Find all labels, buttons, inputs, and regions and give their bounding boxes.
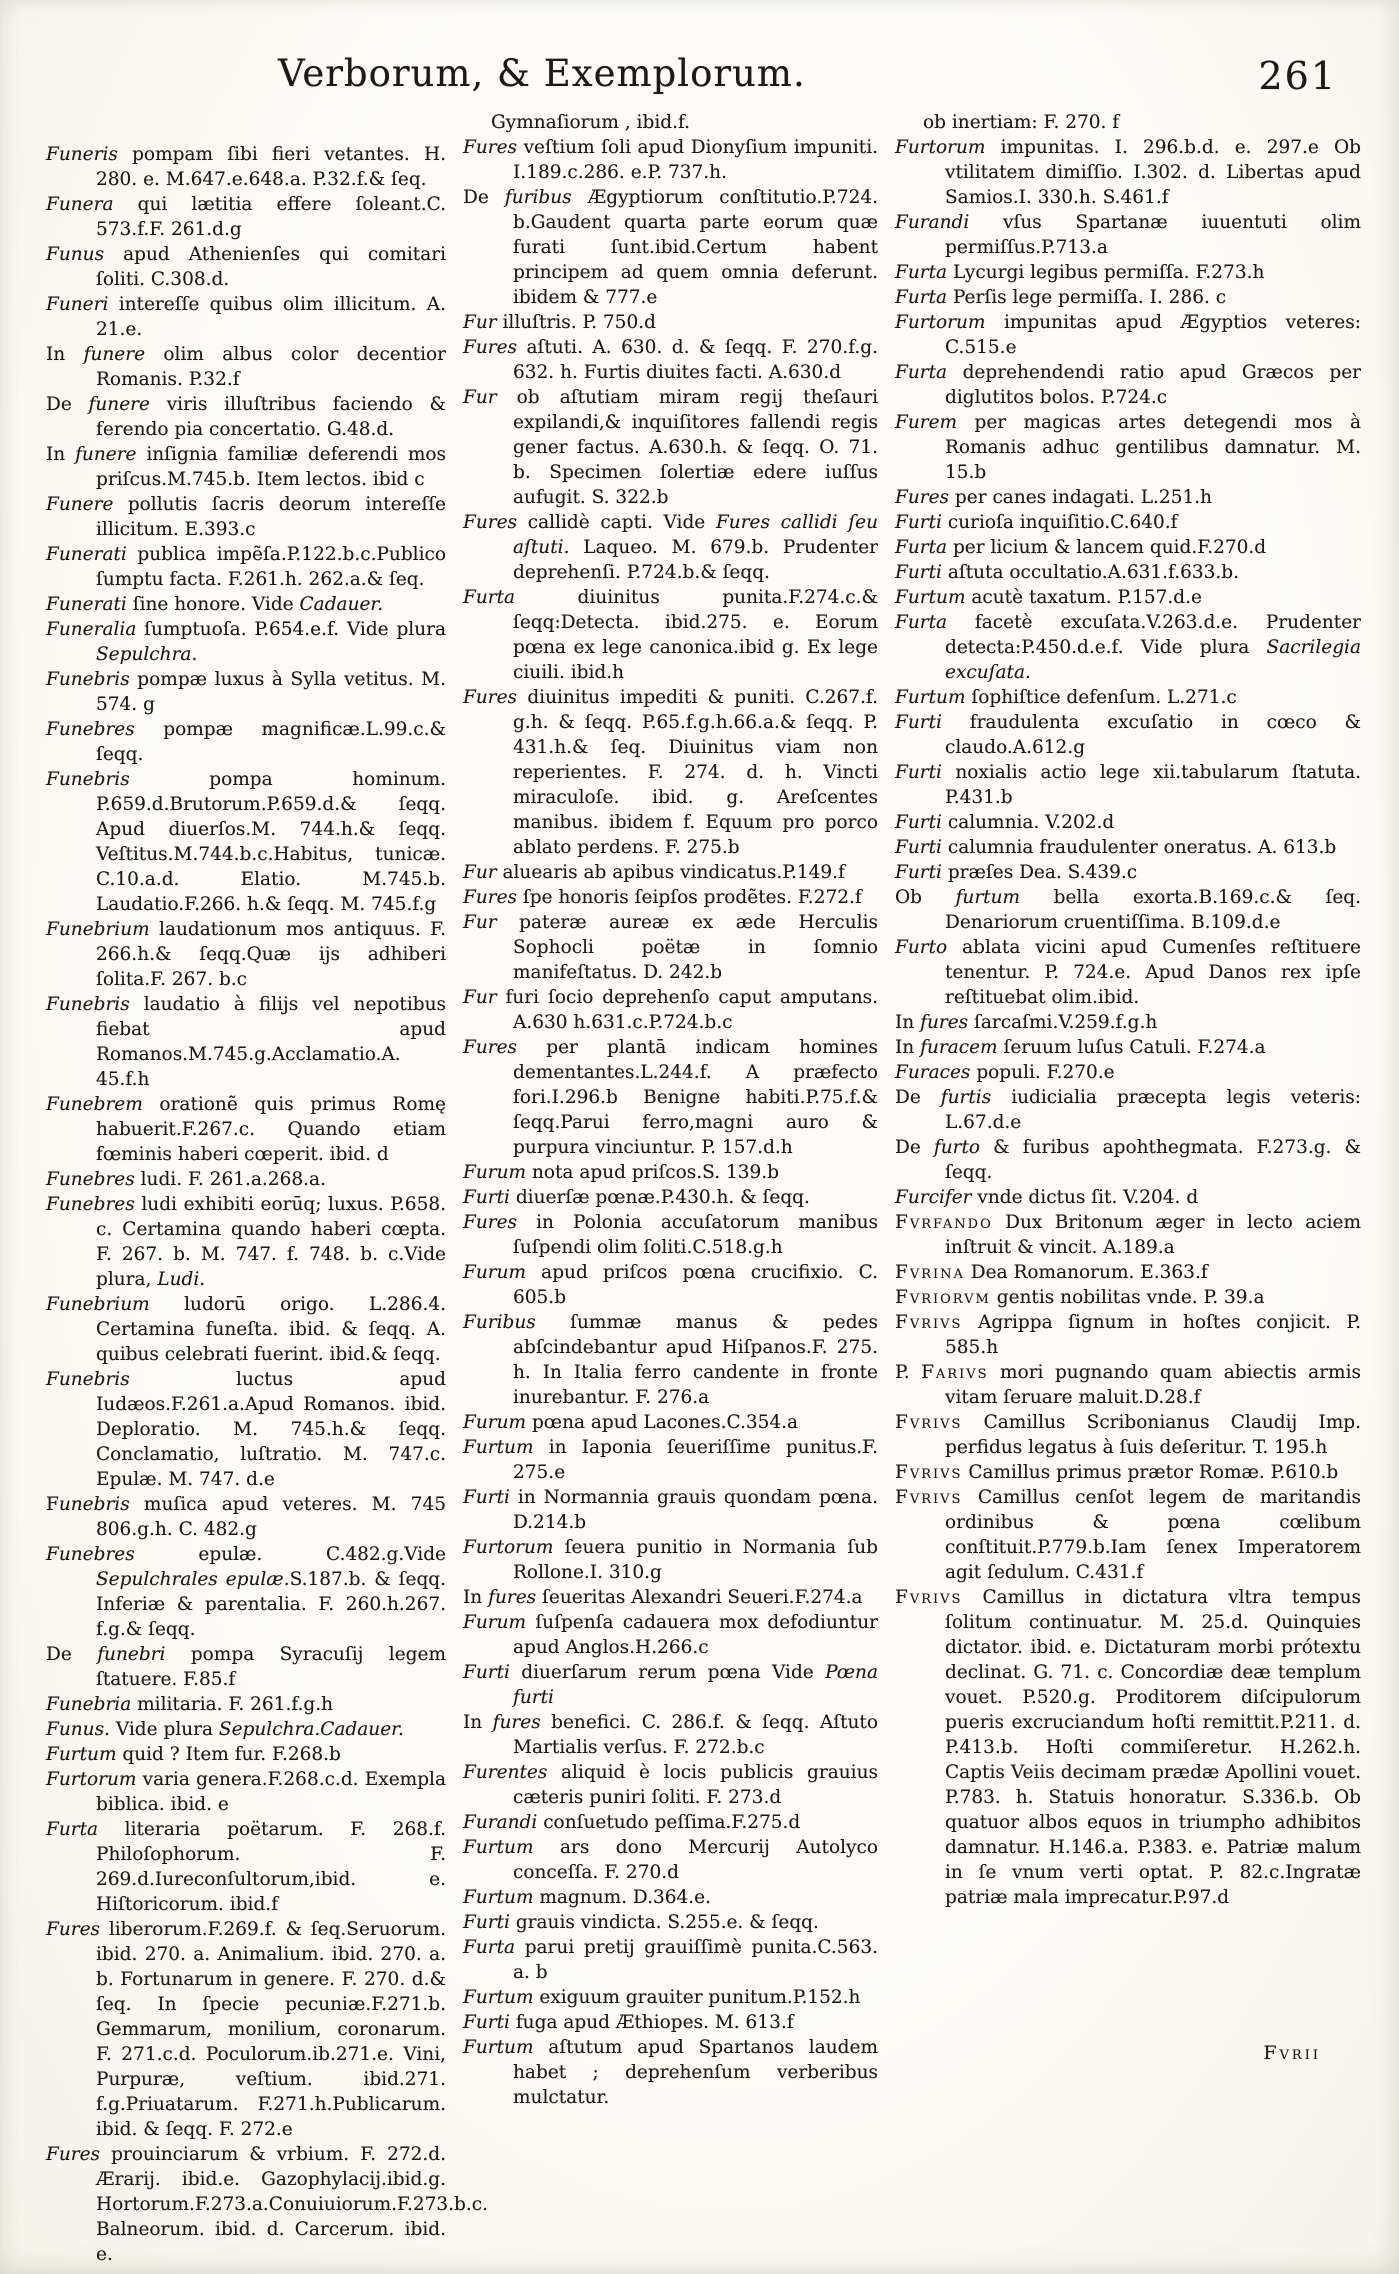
index-entry: Furti calumnia fraudulenter oneratus. A. 613.b <box>895 837 1337 858</box>
index-entry: Furti diuerſarum rerum pœna Vide Pœna furti <box>463 1662 878 1708</box>
index-entry: Funebris luctus apud Iudæos.F.261.a.Apud Romanos. ibid. Deploratio. M. 745.h.& ſeqq. Conclamatio, luſtratio. M. 747.c. Epulæ. M. 747. d.e <box>46 1369 446 1490</box>
index-entry: In furacem ſeruum luſus Catuli. F.274.a <box>895 1037 1266 1058</box>
index-entry: De funere viris illuſtribus faciendo & ferendo pia concertatio. G.48.d. <box>46 394 446 440</box>
page-title: Verborum, & Exemplorum. <box>278 52 806 95</box>
index-entry: Fvrina Dea Romanorum. E.363.f <box>895 1262 1208 1283</box>
index-entry: Furandi conſuetudo peſſima.F.275.d <box>463 1812 801 1833</box>
index-entry: Furum nota apud priſcos.S. 139.b <box>463 1162 779 1183</box>
index-entry: Furtum aſtutum apud Spartanos laudem habet ; deprehenſum verberibus mulctatur. <box>463 2037 878 2108</box>
index-entry: Furtorum varia genera.F.268.c.d. Exempla biblica. ibid. e <box>46 1769 446 1815</box>
index-entry: In fures ſarcaſmi.V.259.f.g.h <box>895 1012 1158 1033</box>
index-entry: Funebrium laudationum mos antiquus. F. 266.h.& ſeqq.Quæ ijs adhiberi ſolita.F. 267. b.c <box>46 919 446 990</box>
index-entry: Furtum in Iaponia ſeueriſſime punitus.F. 275.e <box>463 1437 878 1483</box>
index-entry: Funebrium ludorū origo. L.286.4. Certamina funeſta. ibid. & ſeqq. A. quibus celebrati fuerint. ibid.& ſeqq. <box>46 1294 446 1365</box>
index-entry: Fures per canes indagati. L.251.h <box>895 487 1213 508</box>
index-entry: Gymnaſiorum , ibid.f. <box>491 112 691 133</box>
index-entry: Funebris laudatio à filijs vel nepotibus fiebat apud Romanos.M.745.g.Acclamatio.A. 45.f.h <box>46 994 446 1090</box>
index-entry: Funebria militaria. F. 261.f.g.h <box>46 1694 334 1715</box>
index-entry: In funere olim albus color decentior Romanis. P.32.f <box>46 344 446 390</box>
index-entry: Fvriorvm gentis nobilitas vnde. P. 39.a <box>895 1287 1265 1308</box>
index-entry: Fures ſpe honoris ſeipſos prodẽtes. F.272.f <box>463 887 862 908</box>
index-entry: Ob furtum bella exorta.B.169.c.& ſeq. Denariorum cruentiſſima. B.109.d.e <box>895 887 1362 933</box>
index-entry: Furta Perſis lege permiſſa. I. 286. c <box>895 287 1227 308</box>
index-entry: Furta diuinitus punita.F.274.c.& ſeqq:Detecta. ibid.275. e. Eorum pœna ex lege canonica.ibid g. Ex lege ciuili. ibid.h <box>463 587 878 683</box>
index-entry: Furtum acutè taxatum. P.157.d.e <box>895 587 1202 608</box>
index-entry: Fur ob aſtutiam miram regij theſauri expilandi,& inquiſitores fallendi regis gener factus. A.630.h. & ſeqq. O. 71. b. Specimen ſolertiæ edere iuſſus aufugit. S. 322.b <box>463 387 878 508</box>
index-entry: Furandi vſus Spartanæ iuuentuti olim permiſſus.P.713.a <box>895 212 1361 258</box>
index-entry: Funus. Vide plura Sepulchra.Cadauer. <box>46 1719 404 1740</box>
index-entry: Fures liberorum.F.269.f. & ſeq.Seruorum. ibid. 270. a. Animalium. ibid. 270. a. b. Fortunarum in genere. F. 270. d.& ſeq. In ſpecie pecuniæ.F.271.b. Gemmarum, monilium, coronarum. F. 271.c.d. Poculorum.ib.271.e. Vini, Purpuræ, veſtium. ibid.271. f.g.Priuatarum. F.271.h.Publicarum. ibid. & ſeqq. F. 272.e <box>46 1919 446 2140</box>
index-entry: ob inertiam: F. 270. f <box>923 112 1120 133</box>
index-entry: Furta Lycurgi legibus permiſſa. F.273.h <box>895 262 1265 283</box>
page-number: 261 <box>1258 54 1337 98</box>
index-entry: Funeralia ſumptuoſa. P.654.e.f. Vide plura Sepulchra. <box>46 619 446 665</box>
index-columns <box>46 110 1361 2267</box>
index-entry: Furcifer vnde dictus ſit. V.204. d <box>895 1187 1199 1208</box>
index-entry: Fur aluearis ab apibus vindicatus.P.149.f <box>463 862 845 883</box>
index-entry: Furti præſes Dea. S.439.c <box>895 862 1138 883</box>
index-entry: Furto ablata vicini apud Cumenſes reſtituere tenentur. P. 724.e. Apud Danos rex ipſe reſtituebat olim.ibid. <box>895 937 1361 1008</box>
column-middle <box>463 110 878 2267</box>
index-entry: Fures aſtuti. A. 630. d. & ſeqq. F. 270.f.g. 632. h. Furtis diuites facti. A.630.d <box>463 337 878 383</box>
index-entry: Fures prouinciarum & vrbium. F. 272.d. Ærarij. ibid.e. Gazophylacij.ibid.g. Hortorum.F.273.a.Conuiuiorum.F.273.b.c. Balneorum. ibid. d. Carcerum. ibid. e. <box>46 2144 488 2265</box>
index-entry: In fures benefici. C. 286.f. & ſeqq. Aſtuto Martialis verſus. F. 272.b.c <box>463 1712 879 1758</box>
index-entry: Funebris pompa hominum. P.659.d.Brutorum.P.659.d.& ſeqq. Apud diuerſos.M. 744.h.& ſeqq. Veſtitus.M.744.b.c.Habitus, tunicæ. C.10.a.d. Elatio. M.745.b. Laudatio.F.266. h.& ſeqq. M. 745.f.g <box>46 769 446 915</box>
index-entry: Funebres ludi exhibiti eorūq; luxus. P.658. c. Certamina quando haberi cœpta. F. 267. b. M. 747. f. 748. b. c.Vide plura, Ludi. <box>46 1194 446 1290</box>
index-entry: Fvrfando Dux Britonum æger in lecto aciem inſtruit & vincit. A.189.a <box>895 1212 1361 1258</box>
index-entry: Furta literaria poëtarum. F. 268.f. Philoſophorum. F. 269.d.Iureconſultorum,ibid. e. Hiſtoricorum. ibid.f <box>46 1819 446 1915</box>
index-entry: Funebris muſica apud veteres. M. 745 806.g.h. C. 482.g <box>46 1494 446 1540</box>
index-entry: Fures callidè capti. Vide Fures callidi ſeu aſtuti. Laqueo. M. 679.b. Prudenter deprehenſi. P.724.b.& ſeqq. <box>463 512 878 583</box>
index-entry: Furta parui pretij grauiſſimè punita.C.563. a. b <box>463 1937 878 1983</box>
index-entry: Furti fraudulenta excuſatio in cœco & claudo.A.612.g <box>895 712 1361 758</box>
index-entry: In funere inſignia familiæ deferendi mos priſcus.M.745.b. Item lectos. ibid c <box>46 444 446 490</box>
index-entry: Furtorum impunitas. I. 296.b.d. e. 297.e Ob vtilitatem dimiſſio. I.302. d. Libertas apud Samios.I. 330.h. S.461.f <box>895 137 1361 208</box>
catchword: Fvrii <box>1263 2042 1321 2064</box>
index-entry: Fures diuinitus impediti & puniti. C.267.f. g.h. & ſeqq. P.65.f.g.h.66.a.& ſeqq. P. 431.h.& ſeq. Diuinitus viam non reperientes. F. 274. d. h. Vincti miraculoſe. ibid. g. Areſcentes manibus. ibidem f. Equum pro porco ablato perdens. F. 275.b <box>463 687 878 858</box>
index-entry: De furto & furibus apohthegmata. F.273.g. & ſeqq. <box>895 1137 1362 1183</box>
index-entry: Furti in Normannia grauis quondam pœna. D.214.b <box>463 1487 878 1533</box>
index-entry: Furtorum ſeuera punitio in Normania ſub Rollone.I. 310.g <box>463 1537 878 1583</box>
index-entry: Furti diuerſæ pœnæ.P.430.h. & ſeqq. <box>463 1187 810 1208</box>
index-entry: Funebres ludi. F. 261.a.268.a. <box>46 1169 326 1190</box>
index-entry: Furtum ars dono Mercurij Autolyco conceſſa. F. 270.d <box>463 1837 878 1883</box>
index-entry: Furtorum impunitas apud Ægyptios veteres: C.515.e <box>895 312 1361 358</box>
index-entry: Furum apud priſcos pœna crucifixio. C. 605.b <box>463 1262 878 1308</box>
index-entry: Funebres epulæ. C.482.g.Vide Sepulchrales epulæ.S.187.b. & ſeqq. Inferiæ & parentalia. F. 260.h.267. f.g.& ſeqq. <box>46 1544 447 1640</box>
index-entry: Fur pateræ aureæ ex æde Herculis Sophocli poëtæ in ſomnio manifeſtatus. D. 242.b <box>463 912 878 983</box>
index-entry: Furtum ſophiſtice defenſum. L.271.c <box>895 687 1237 708</box>
index-entry: Funere pollutis ſacris deorum intereſſe illicitum. E.393.c <box>46 494 446 540</box>
index-entry: Fvrivs Camillus cenſot legem de maritandis ordinibus & pœna cœlibum conſtituit.P.779.b.Iam ſenex Imperatorem agit ſedulum. C.431.f <box>895 1487 1361 1583</box>
index-entry: Funerati publica impẽſa.P.122.b.c.Publico ſumptu facta. F.261.h. 262.a.& ſeq. <box>46 544 446 590</box>
index-entry: Fures in Polonia accuſatorum manibus ſuſpendi olim ſoliti.C.518.g.h <box>463 1212 878 1258</box>
index-entry: Fvrivs Agrippa ſignum in hoſtes conjicit. P. 585.h <box>895 1312 1361 1358</box>
index-entry: Furti aſtuta occultatio.A.631.f.633.b. <box>895 562 1240 583</box>
index-entry: Furta facetè excuſata.V.263.d.e. Prudenter detecta:P.450.d.e.f. Vide plura Sacrilegia excuſata. <box>895 612 1361 683</box>
column-left <box>46 110 488 2267</box>
index-entry: Fures per plantā indicam homines dementantes.L.244.f. A præfecto fori.I.296.b Benigne habiti.P.75.f.& ſeqq.Parui ferro,magni auro & purpura vinciuntur. P. 157.d.h <box>463 1037 878 1158</box>
index-entry: Furtum exiguum grauiter punitum.P.152.h <box>463 1987 861 2008</box>
index-entry: Furti grauis vindicta. S.255.e. & ſeqq. <box>463 1912 819 1933</box>
index-entry: Funera qui lætitia effere ſoleant.C. 573.f.F. 261.d.g <box>46 194 446 240</box>
index-entry: Funeris pompam ſibi fieri vetantes. H. 280. e. M.647.e.648.a. P.32.f.& ſeq. <box>46 144 446 190</box>
index-entry: De funebri pompa Syracuſij legem ſtatuere. F.85.f <box>46 1644 446 1690</box>
index-entry: Fures veſtium ſoli apud Dionyſium impuniti. I.189.c.286. e.P. 737.h. <box>463 137 878 183</box>
index-entry: Furti curioſa inquiſitio.C.640.f <box>895 512 1178 533</box>
index-entry: Furti calumnia. V.202.d <box>895 812 1115 833</box>
index-entry: Furentes aliquid è locis publicis grauius cæteris puniri ſoliti. F. 273.d <box>463 1762 878 1808</box>
column-right <box>895 110 1361 2267</box>
index-entry: In fures ſeueritas Alexandri Seueri.F.274.a <box>463 1587 863 1608</box>
index-entry: Funus apud Athenienſes qui comitari ſoliti. C.308.d. <box>46 244 446 290</box>
index-entry: Furem per magicas artes detegendi mos à Romanis adhuc gentilibus damnatur. M. 15.b <box>895 412 1361 483</box>
index-entry: Furta per licium & lancem quid.F.270.d <box>895 537 1267 558</box>
index-entry: P. Farivs mori pugnando quam abiectis armis vitam ſeruare maluit.D.28.f <box>895 1362 1361 1408</box>
index-entry: Funerati ſine honore. Vide Cadauer. <box>46 594 384 615</box>
index-entry: Furum ſuſpenſa cadauera mox defodiuntur apud Anglos.H.266.c <box>463 1612 878 1658</box>
index-entry: Furti noxialis actio lege xii.tabularum ſtatuta. P.431.b <box>895 762 1361 808</box>
index-entry: Furum pœna apud Lacones.C.354.a <box>463 1412 799 1433</box>
index-entry: Funebrem orationẽ quis primus Romę habuerit.F.267.c. Quando etiam fœminis haberi cœperit. ibid. d <box>46 1094 446 1165</box>
index-entry: Furti fuga apud Æthiopes. M. 613.f <box>463 2012 794 2033</box>
index-entry: Fur furi ſocio deprehenſo caput amputans. A.630 h.631.c.P.724.b.c <box>463 987 878 1033</box>
index-entry: Fvrivs Camillus Scribonianus Claudij Imp. perfidus legatus à ſuis deſeritur. T. 195.h <box>895 1412 1361 1458</box>
index-entry: Funeri intereſſe quibus olim illicitum. A. 21.e. <box>46 294 446 340</box>
index-entry: Fvrivs Camillus in dictatura vltra tempus ſolitum continuatur. M. 25.d. Quinquies dictator. ibid. e. Dictaturam morbi prótextu declinat. G. 71. c. Concordiæ deæ templum vouet. P.520.g. Proditorem diſcipulorum pueris excruciandum hoſti remittit.P.211. d. P.413.b. Hoſti commiſeretur. H.262.h. Captis Veiis decimam prædæ Apollini vouet. P.783. h. Statuis honoratur. S.336.b. Ob quatuor albos equos in triumpho adhibitos damnatur. H.146.a. P.383. e. Patriæ malum in ſe vnum verti optat. P. 82.c.Ingratæ patriæ mala imprecatur.P.97.d <box>895 1587 1361 1908</box>
index-entry: De furibus Ægyptiorum conſtitutio.P.724. b.Gaudent quarta parte eorum quæ furati ſunt.ibid.Certum habent principem ad quem omnia deferunt. ibidem & 777.e <box>463 187 878 308</box>
index-entry: Furta deprehendendi ratio apud Græcos per diglutitos bolos. P.724.c <box>895 362 1361 408</box>
index-entry: Furibus ſummæ manus & pedes abſcindebantur apud Hiſpanos.F. 275. h. In Italia ferro candente in fronte inurebantur. F. 276.a <box>463 1312 878 1408</box>
index-entry: De furtis iudicialia præcepta legis veteris: L.67.d.e <box>895 1087 1361 1133</box>
index-entry: Furtum magnum. D.364.e. <box>463 1887 712 1908</box>
index-entry: Furtum quid ? Item fur. F.268.b <box>46 1744 341 1765</box>
index-entry: Fur illuſtris. P. 750.d <box>463 312 656 333</box>
index-entry: Funebres pompæ magnificæ.L.99.c.& ſeqq. <box>46 719 446 765</box>
index-entry: Fvrivs Camillus primus prætor Romæ. P.610.b <box>895 1462 1339 1483</box>
index-entry: Funebris pompæ luxus à Sylla vetitus. M. 574. g <box>46 669 446 715</box>
index-entry: Furaces populi. F.270.e <box>895 1062 1115 1083</box>
